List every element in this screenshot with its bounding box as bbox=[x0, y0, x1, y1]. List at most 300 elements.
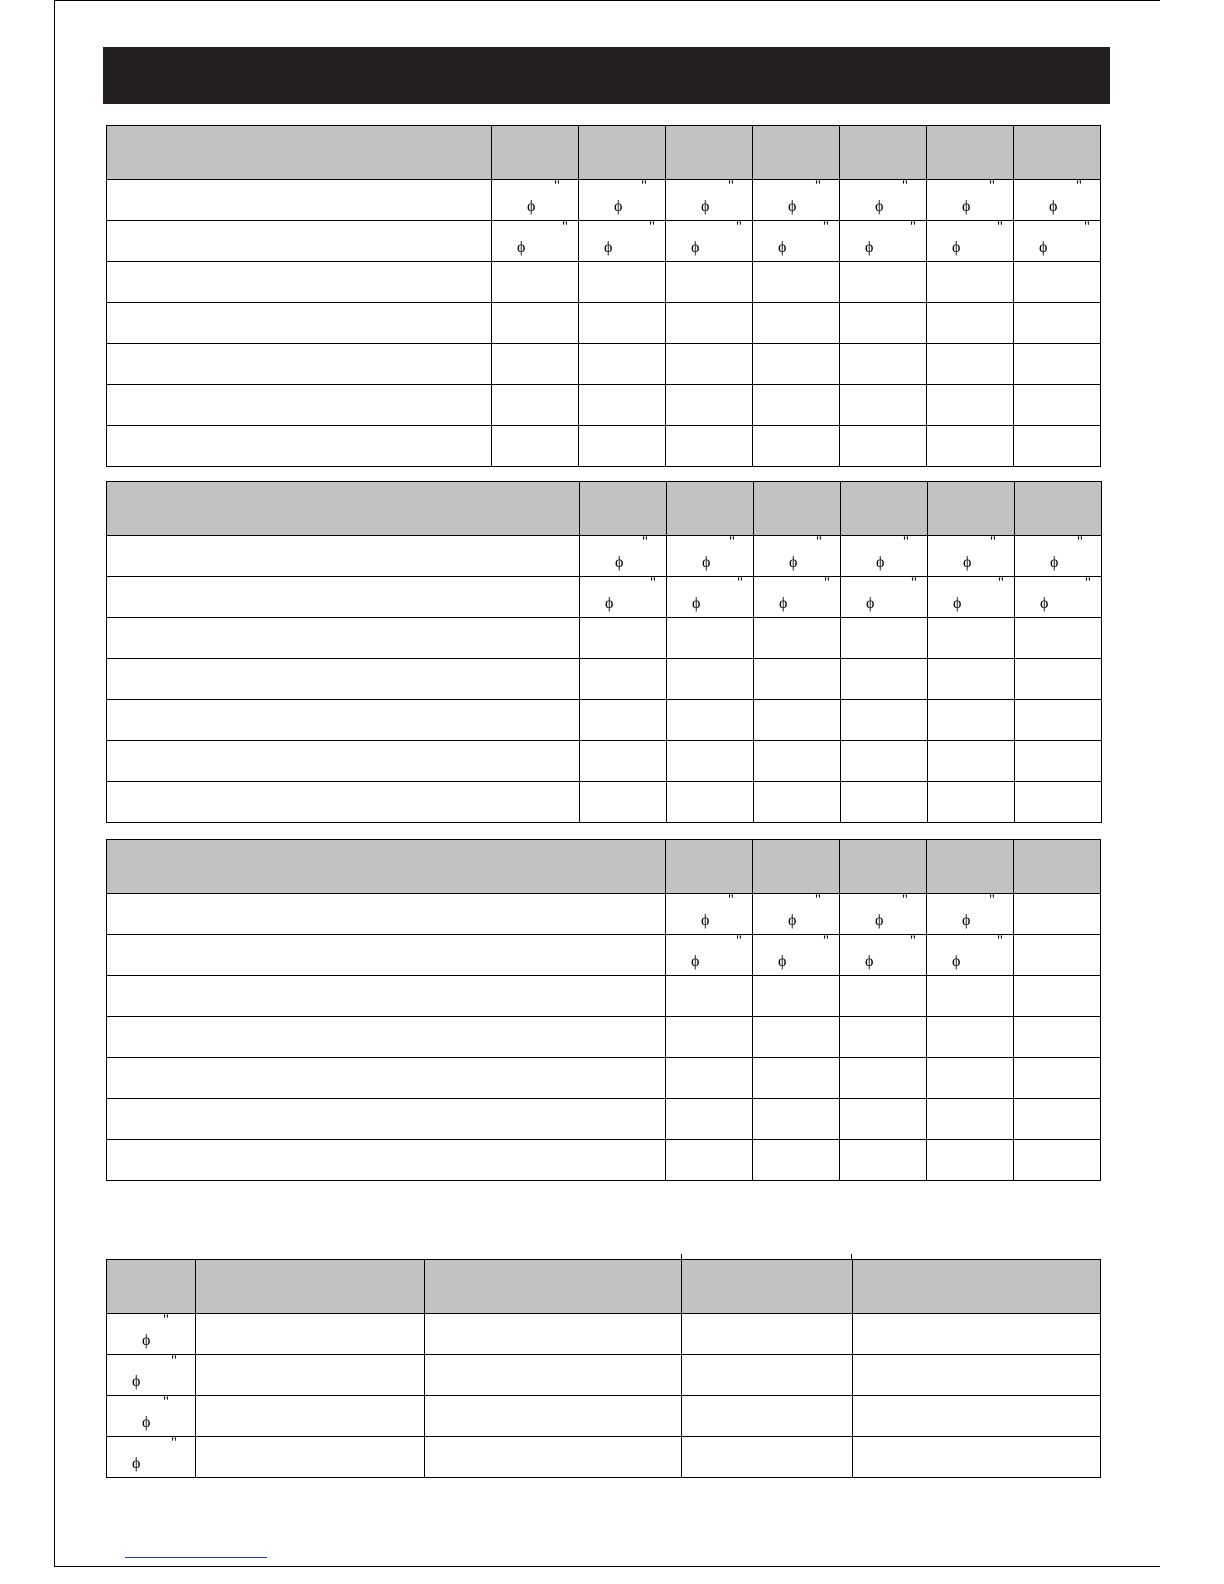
table-row bbox=[107, 1355, 1101, 1396]
table-cell bbox=[666, 840, 753, 894]
table-cell bbox=[107, 482, 580, 536]
diameter-symbol: ϕ bbox=[963, 554, 972, 571]
inch-mark: " bbox=[822, 219, 829, 235]
pipe-size-label bbox=[580, 577, 666, 617]
table-cell bbox=[753, 1140, 840, 1181]
inch-mark: " bbox=[162, 1394, 169, 1410]
table-cell bbox=[666, 303, 753, 344]
pipe-size-label bbox=[753, 935, 839, 975]
inch-mark: " bbox=[996, 219, 1003, 235]
table-cell bbox=[753, 344, 840, 385]
pipe-size-cell bbox=[1015, 536, 1102, 577]
table-cell bbox=[928, 700, 1015, 741]
table-cell bbox=[927, 426, 1014, 467]
pipe-size-cell bbox=[580, 536, 667, 577]
row-label-cell bbox=[107, 577, 580, 618]
table-cell bbox=[840, 344, 927, 385]
inch-mark: " bbox=[649, 575, 656, 591]
pipe-size-cell bbox=[753, 894, 840, 935]
pipe-size-cell bbox=[666, 221, 753, 262]
pipe-table bbox=[106, 1259, 1101, 1478]
pipe-size-cell bbox=[107, 1355, 196, 1396]
table-cell bbox=[753, 1058, 840, 1099]
table-cell bbox=[580, 782, 667, 823]
inch-mark: " bbox=[1076, 534, 1083, 550]
diameter-symbol: ϕ bbox=[952, 239, 961, 256]
pipe-size-cell bbox=[840, 894, 927, 935]
table-cell bbox=[492, 344, 579, 385]
pipe-size-cell bbox=[840, 935, 927, 976]
table-cell bbox=[667, 700, 754, 741]
table-cell bbox=[841, 618, 928, 659]
pipe-size-label bbox=[666, 180, 752, 220]
pipe-size-label bbox=[840, 935, 926, 975]
diameter-symbol: ϕ bbox=[1040, 595, 1049, 612]
table-cell bbox=[579, 426, 666, 467]
pipe-size-label bbox=[1014, 180, 1100, 220]
pipe-size-cell bbox=[841, 577, 928, 618]
header-cell bbox=[927, 126, 1014, 180]
table-cell bbox=[196, 1314, 425, 1355]
pipe-size-cell bbox=[492, 180, 579, 221]
table-cell bbox=[754, 741, 841, 782]
table-cell bbox=[107, 262, 492, 303]
table-cell bbox=[853, 1396, 1101, 1437]
table-cell bbox=[1014, 344, 1101, 385]
pipe-size-label bbox=[579, 180, 665, 220]
pipe-size-label bbox=[927, 180, 1013, 220]
table-cell bbox=[107, 303, 492, 344]
table-cell bbox=[753, 976, 840, 1017]
table-cell bbox=[107, 1058, 666, 1099]
table-row bbox=[107, 180, 1101, 221]
table-cell bbox=[107, 659, 580, 700]
inch-mark: " bbox=[553, 178, 560, 194]
inch-mark: " bbox=[640, 178, 647, 194]
diameter-symbol: ϕ bbox=[1039, 239, 1048, 256]
table-cell bbox=[1014, 1140, 1101, 1181]
pipe-size-label bbox=[1014, 221, 1100, 261]
inch-mark: " bbox=[901, 178, 908, 194]
diameter-symbol: ϕ bbox=[517, 239, 526, 256]
pipe-size-cell bbox=[927, 935, 1014, 976]
diameter-symbol: ϕ bbox=[1049, 198, 1058, 215]
table-cell bbox=[841, 659, 928, 700]
table-cell bbox=[927, 1140, 1014, 1181]
pipe-size-label bbox=[492, 221, 578, 261]
inch-mark: " bbox=[648, 219, 655, 235]
header-cell bbox=[840, 126, 927, 180]
table-cell bbox=[107, 782, 580, 823]
table-cell bbox=[928, 659, 1015, 700]
table-cell bbox=[1014, 1017, 1101, 1058]
empty-cell bbox=[1014, 935, 1101, 976]
row-label-cell bbox=[107, 935, 666, 976]
diameter-symbol: ϕ bbox=[132, 1455, 141, 1472]
table-cell bbox=[107, 700, 580, 741]
table-cell bbox=[840, 303, 927, 344]
inch-mark: " bbox=[727, 892, 734, 908]
table-cell bbox=[1014, 262, 1101, 303]
diameter-symbol: ϕ bbox=[778, 239, 787, 256]
inch-mark: " bbox=[170, 1353, 177, 1369]
table-cell bbox=[927, 976, 1014, 1017]
pipe-size-label bbox=[113, 1437, 187, 1477]
table-cell bbox=[927, 303, 1014, 344]
table-header-row bbox=[107, 126, 1101, 180]
table-cell bbox=[754, 700, 841, 741]
inch-mark: " bbox=[909, 219, 916, 235]
table-cell bbox=[580, 700, 667, 741]
table-cell bbox=[840, 840, 927, 894]
table-cell bbox=[579, 262, 666, 303]
table-cell bbox=[754, 482, 841, 536]
diameter-symbol: ϕ bbox=[691, 953, 700, 970]
table-cell bbox=[580, 659, 667, 700]
pipe-size-label bbox=[928, 577, 1014, 617]
pipe-size-label bbox=[927, 894, 1013, 934]
section-header-bar bbox=[103, 47, 1110, 104]
table-cell bbox=[425, 1355, 682, 1396]
diameter-symbol: ϕ bbox=[527, 198, 536, 215]
pipe-size-label bbox=[667, 536, 753, 576]
diameter-symbol: ϕ bbox=[701, 198, 710, 215]
pipe-size-cell bbox=[753, 180, 840, 221]
inch-mark: " bbox=[989, 534, 996, 550]
pipe-size-cell bbox=[666, 180, 753, 221]
diameter-symbol: ϕ bbox=[962, 912, 971, 929]
table-cell bbox=[425, 1260, 682, 1314]
table-cell bbox=[841, 700, 928, 741]
inch-mark: " bbox=[988, 892, 995, 908]
footer-link-underline[interactable] bbox=[125, 1557, 267, 1558]
diameter-symbol: ϕ bbox=[142, 1414, 151, 1431]
pipe-size-label bbox=[753, 180, 839, 220]
table-cell bbox=[1014, 976, 1101, 1017]
table-cell bbox=[196, 1260, 425, 1314]
table-row bbox=[107, 935, 1101, 976]
pipe-size-label bbox=[113, 1396, 187, 1436]
table-cell bbox=[682, 1355, 853, 1396]
table-row bbox=[107, 221, 1101, 262]
table-cell bbox=[667, 782, 754, 823]
inch-mark: " bbox=[736, 575, 743, 591]
table-row bbox=[107, 976, 1101, 1017]
pipe-size-cell bbox=[754, 577, 841, 618]
table-cell bbox=[1015, 482, 1102, 536]
table-cell bbox=[928, 741, 1015, 782]
pipe-size-label bbox=[754, 536, 840, 576]
table-cell bbox=[841, 482, 928, 536]
table-cell bbox=[928, 482, 1015, 536]
table-cell bbox=[1014, 303, 1101, 344]
table-cell bbox=[579, 344, 666, 385]
table-cell bbox=[840, 1140, 927, 1181]
table-row bbox=[107, 700, 1102, 741]
table-cell bbox=[927, 1017, 1014, 1058]
diameter-symbol: ϕ bbox=[788, 198, 797, 215]
diameter-symbol: ϕ bbox=[692, 595, 701, 612]
table-header-row bbox=[107, 840, 1101, 894]
table-row bbox=[107, 618, 1102, 659]
table-row bbox=[107, 659, 1102, 700]
table-cell bbox=[840, 1099, 927, 1140]
table-cell bbox=[107, 840, 666, 894]
pipe-size-cell bbox=[840, 221, 927, 262]
inch-mark: " bbox=[822, 933, 829, 949]
inch-mark: " bbox=[727, 178, 734, 194]
table-cell bbox=[107, 618, 580, 659]
table-cell bbox=[666, 385, 753, 426]
table-cell bbox=[666, 262, 753, 303]
table-cell bbox=[927, 1099, 1014, 1140]
table-cell bbox=[927, 1058, 1014, 1099]
pipe-size-cell bbox=[753, 935, 840, 976]
pipe-size-cell bbox=[927, 221, 1014, 262]
inch-mark: " bbox=[1083, 219, 1090, 235]
diameter-symbol: ϕ bbox=[604, 239, 613, 256]
pipe-size-label bbox=[841, 577, 927, 617]
inch-mark: " bbox=[561, 219, 568, 235]
table-row bbox=[107, 1017, 1101, 1058]
table-cell bbox=[753, 385, 840, 426]
table-cell bbox=[580, 482, 667, 536]
table-row bbox=[107, 577, 1102, 618]
table-cell bbox=[853, 1355, 1101, 1396]
row-label-cell bbox=[107, 221, 492, 262]
table-cell bbox=[754, 618, 841, 659]
pipe-size-label bbox=[753, 894, 839, 934]
header-cell bbox=[753, 126, 840, 180]
header-cell bbox=[492, 126, 579, 180]
table-row bbox=[107, 1140, 1101, 1181]
header-cell bbox=[579, 126, 666, 180]
table-cell bbox=[927, 385, 1014, 426]
table-row bbox=[107, 303, 1101, 344]
inch-mark: " bbox=[814, 178, 821, 194]
table-cell bbox=[667, 659, 754, 700]
inch-mark: " bbox=[902, 534, 909, 550]
pipe-size-label bbox=[666, 894, 752, 934]
table-cell bbox=[107, 344, 492, 385]
pipe-size-label bbox=[579, 221, 665, 261]
diameter-symbol: ϕ bbox=[962, 198, 971, 215]
pipe-size-label bbox=[666, 935, 752, 975]
table-row bbox=[107, 426, 1101, 467]
table-row bbox=[107, 536, 1102, 577]
diameter-symbol: ϕ bbox=[953, 595, 962, 612]
table-cell bbox=[580, 741, 667, 782]
table-cell bbox=[667, 618, 754, 659]
row-label-cell bbox=[107, 536, 580, 577]
inch-mark: " bbox=[735, 933, 742, 949]
table-cell bbox=[1015, 700, 1102, 741]
spec-table-2 bbox=[106, 481, 1102, 823]
inch-mark: " bbox=[909, 933, 916, 949]
inch-mark: " bbox=[996, 933, 1003, 949]
table-cell bbox=[425, 1314, 682, 1355]
table-cell bbox=[682, 1396, 853, 1437]
diameter-symbol: ϕ bbox=[779, 595, 788, 612]
table-cell bbox=[1014, 840, 1101, 894]
table-header-row bbox=[107, 482, 1102, 536]
table-row bbox=[107, 741, 1102, 782]
table-cell bbox=[580, 618, 667, 659]
table-cell bbox=[927, 840, 1014, 894]
table-cell bbox=[196, 1355, 425, 1396]
inch-mark: " bbox=[815, 534, 822, 550]
inch-mark: " bbox=[728, 534, 735, 550]
inch-mark: " bbox=[1084, 575, 1091, 591]
table-cell bbox=[667, 741, 754, 782]
pipe-size-cell bbox=[107, 1396, 196, 1437]
table-cell bbox=[579, 303, 666, 344]
table-cell bbox=[754, 782, 841, 823]
table-cell bbox=[196, 1396, 425, 1437]
pipe-size-cell bbox=[579, 221, 666, 262]
spec-table-1 bbox=[106, 125, 1101, 467]
table-cell bbox=[1014, 1099, 1101, 1140]
pipe-size-cell bbox=[841, 536, 928, 577]
table-row bbox=[107, 385, 1101, 426]
spec-table-3 bbox=[106, 839, 1101, 1181]
pipe-size-cell bbox=[928, 577, 1015, 618]
table-cell bbox=[927, 262, 1014, 303]
header-cell bbox=[107, 126, 492, 180]
diameter-symbol: ϕ bbox=[1050, 554, 1059, 571]
table-cell bbox=[682, 1314, 853, 1355]
diameter-symbol: ϕ bbox=[142, 1332, 151, 1349]
table-cell bbox=[107, 426, 492, 467]
table-row bbox=[107, 1396, 1101, 1437]
table-cell bbox=[840, 262, 927, 303]
diameter-symbol: ϕ bbox=[615, 554, 624, 571]
pipe-size-label bbox=[580, 536, 666, 576]
table-cell bbox=[928, 618, 1015, 659]
header-cell bbox=[666, 126, 753, 180]
header-cell bbox=[1014, 126, 1101, 180]
table-cell bbox=[841, 741, 928, 782]
pipe-size-label bbox=[1015, 536, 1101, 576]
pipe-size-label bbox=[113, 1355, 187, 1395]
diameter-symbol: ϕ bbox=[605, 595, 614, 612]
inch-mark: " bbox=[162, 1312, 169, 1328]
pipe-size-cell bbox=[1014, 180, 1101, 221]
pipe-size-label bbox=[754, 577, 840, 617]
diameter-symbol: ϕ bbox=[778, 953, 787, 970]
pipe-size-label bbox=[667, 577, 753, 617]
pipe-size-cell bbox=[667, 536, 754, 577]
row-label-cell bbox=[107, 894, 666, 935]
table-cell bbox=[753, 262, 840, 303]
pipe-size-cell bbox=[107, 1437, 196, 1478]
diameter-symbol: ϕ bbox=[875, 198, 884, 215]
table-cell bbox=[682, 1260, 853, 1314]
pipe-size-cell bbox=[107, 1314, 196, 1355]
table-cell bbox=[107, 976, 666, 1017]
table-cell bbox=[753, 840, 840, 894]
table-cell bbox=[682, 1437, 853, 1478]
pipe-size-label bbox=[840, 180, 926, 220]
inch-mark: " bbox=[910, 575, 917, 591]
table-cell bbox=[1015, 618, 1102, 659]
pipe-size-cell bbox=[667, 577, 754, 618]
pipe-size-cell bbox=[754, 536, 841, 577]
diameter-symbol: ϕ bbox=[691, 239, 700, 256]
inch-mark: " bbox=[170, 1435, 177, 1451]
pipe-size-cell bbox=[753, 221, 840, 262]
table-cell bbox=[853, 1437, 1101, 1478]
inch-mark: " bbox=[814, 892, 821, 908]
table-cell bbox=[667, 482, 754, 536]
table-header-row bbox=[107, 1260, 1101, 1314]
diameter-symbol: ϕ bbox=[866, 595, 875, 612]
pipe-size-cell bbox=[928, 536, 1015, 577]
pipe-size-label bbox=[928, 536, 1014, 576]
table-cell bbox=[425, 1437, 682, 1478]
table-cell bbox=[1015, 659, 1102, 700]
table-cell bbox=[840, 385, 927, 426]
pipe-size-cell bbox=[492, 221, 579, 262]
pipe-size-cell bbox=[927, 894, 1014, 935]
table-cell bbox=[840, 426, 927, 467]
inch-mark: " bbox=[735, 219, 742, 235]
pipe-size-label bbox=[927, 935, 1013, 975]
pipe-size-label bbox=[753, 221, 839, 261]
table-cell bbox=[753, 426, 840, 467]
table-cell bbox=[928, 782, 1015, 823]
table-cell bbox=[753, 1017, 840, 1058]
table-row bbox=[107, 1437, 1101, 1478]
empty-cell bbox=[1014, 894, 1101, 935]
table-cell bbox=[107, 1099, 666, 1140]
table-cell bbox=[107, 741, 580, 782]
pipe-size-label bbox=[840, 221, 926, 261]
table-row bbox=[107, 782, 1102, 823]
diameter-symbol: ϕ bbox=[788, 912, 797, 929]
pipe-size-cell bbox=[1014, 221, 1101, 262]
table-cell bbox=[840, 976, 927, 1017]
table-cell bbox=[840, 1017, 927, 1058]
table-cell bbox=[107, 1140, 666, 1181]
table-cell bbox=[1014, 1058, 1101, 1099]
table-cell bbox=[107, 1017, 666, 1058]
pipe-size-cell bbox=[666, 894, 753, 935]
table-row bbox=[107, 894, 1101, 935]
pipe-size-label bbox=[927, 221, 1013, 261]
pipe-size-label bbox=[492, 180, 578, 220]
inch-mark: " bbox=[901, 892, 908, 908]
table-cell bbox=[841, 782, 928, 823]
table-cell bbox=[492, 303, 579, 344]
table-cell bbox=[666, 1058, 753, 1099]
diameter-symbol: ϕ bbox=[865, 953, 874, 970]
pipe-size-label bbox=[1015, 577, 1101, 617]
pipe-size-label bbox=[841, 536, 927, 576]
table-cell bbox=[666, 976, 753, 1017]
diameter-symbol: ϕ bbox=[865, 239, 874, 256]
pipe-size-label bbox=[840, 894, 926, 934]
table-cell bbox=[840, 1058, 927, 1099]
inch-mark: " bbox=[997, 575, 1004, 591]
table-cell bbox=[853, 1260, 1101, 1314]
inch-mark: " bbox=[988, 178, 995, 194]
table-cell bbox=[196, 1437, 425, 1478]
table-cell bbox=[666, 1099, 753, 1140]
row-label-cell bbox=[107, 180, 492, 221]
table-cell bbox=[107, 385, 492, 426]
pipe-size-cell bbox=[580, 577, 667, 618]
